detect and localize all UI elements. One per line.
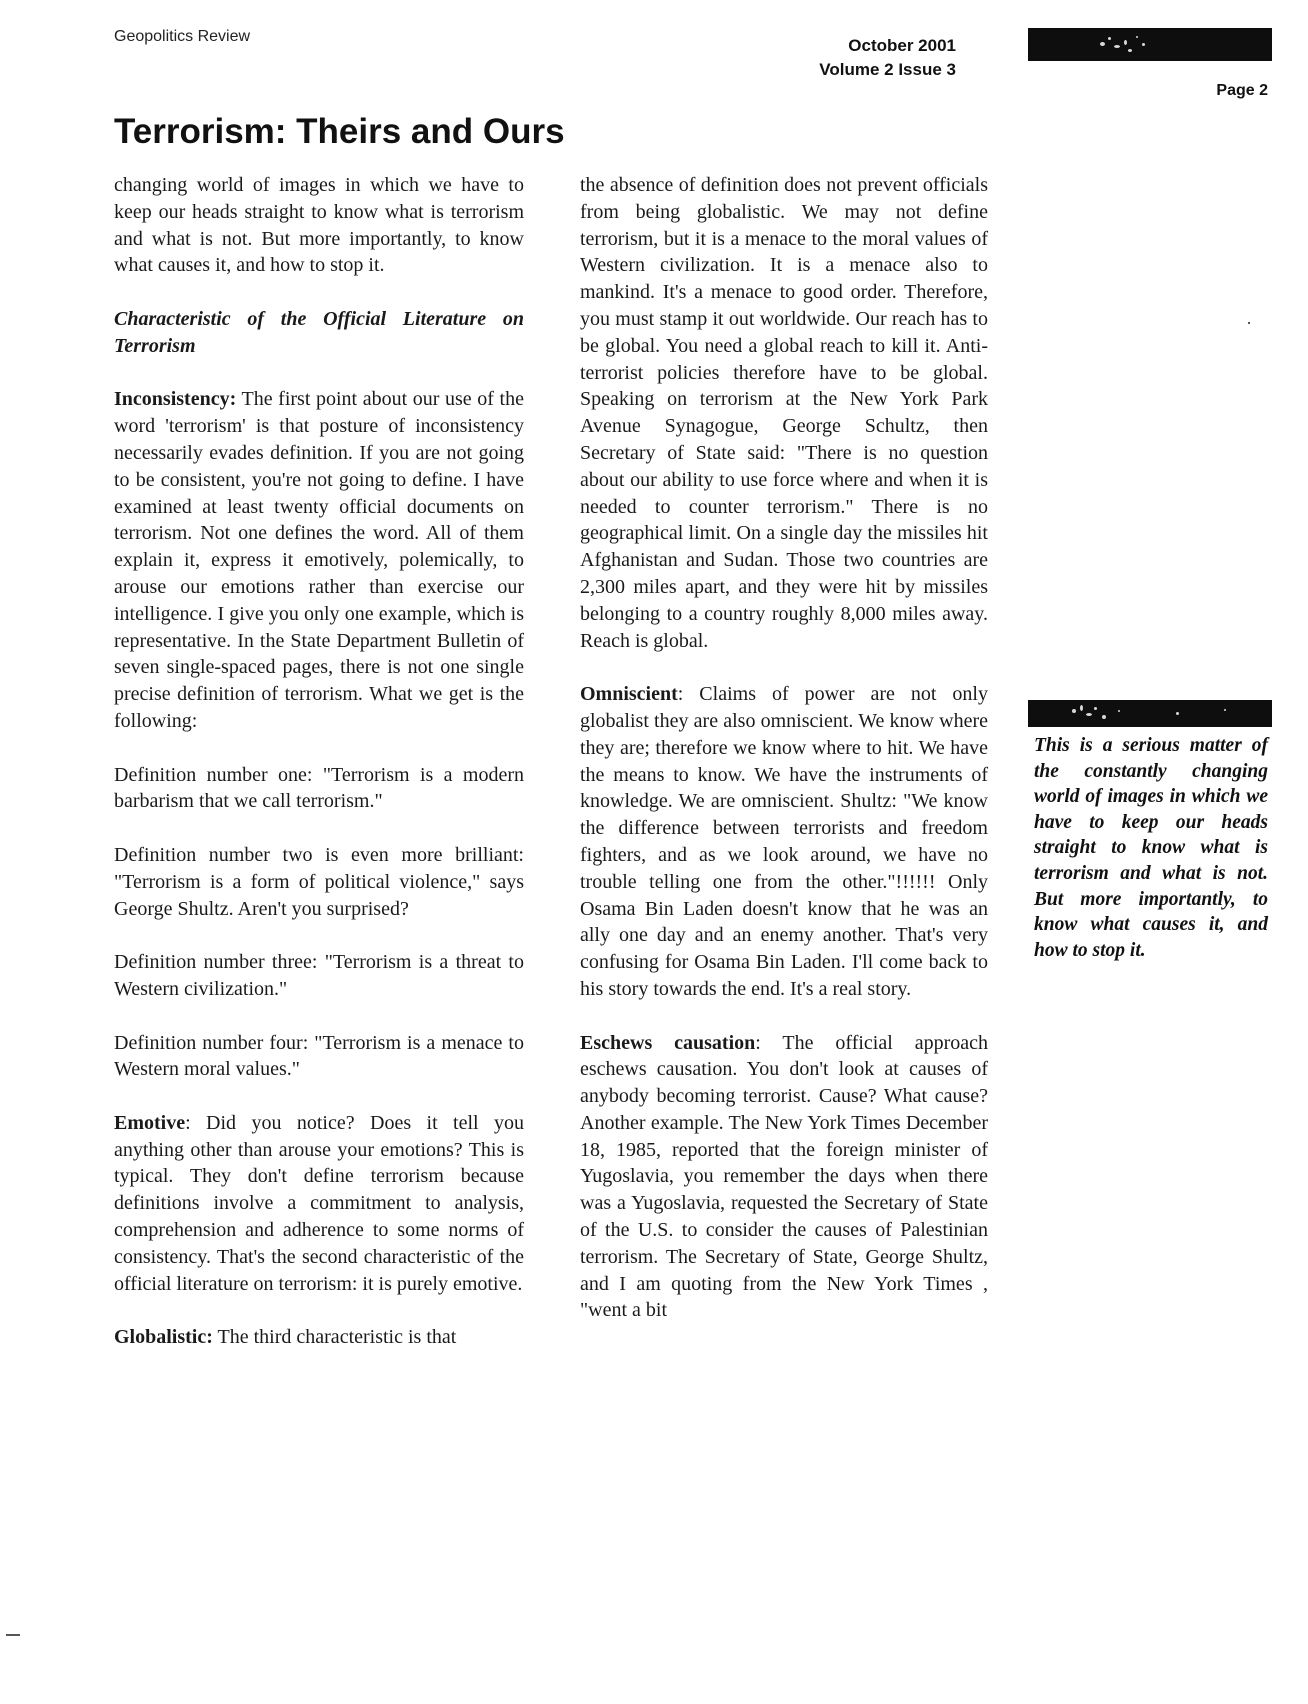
article-column-right [580,172,988,1351]
scan-mark [6,1634,20,1636]
intro-paragraph: changing world of images in which we have to keep our heads straight to know what is terrorism and what is not. But more importantly, to know what causes it, and how to stop it. [114,174,524,277]
scan-mark [1248,322,1250,324]
issue-info [780,34,956,82]
inconsistency-paragraph [114,386,524,734]
globalistic-continued-paragraph: the absence of definition does not prevent officials from being globalistic. We may not define terrorism, but it is a menace to the moral values of Western civilization. It is a menace also to mankind. It's a menace to good order. Therefore, you must stamp it out worldwide. Our reach has to be global. You need a global reach to kill it. Anti-terrorist policies therefore have to be global. Speaking on terrorism at the New York Park Avenue Synagogue, George Schultz, then Secretary of State said: "There is no question about our ability to use force where and when it is needed to counter terrorism." There is no geographical limit. On a single day the missiles hit Afghanistan and Sudan. Those two countries are 2,300 miles apart, and they were hit by missiles belonging to a country roughly 8,000 miles away. Reach is global. [580,174,988,652]
article-title: Terrorism: Theirs and Ours [114,112,565,151]
definition-four-paragraph: Definition number four: "Terrorism is a menace to Western moral values." [114,1031,524,1081]
eschews-causation-paragraph [580,1030,988,1325]
issue-date: October 2001 [848,36,956,55]
inconsistency-text: The first point about our use of the word 'terrorism' is that posture of inconsistency necessarily evades definition. If you are not going to be consistent, you're not going to define. I have examined at least twenty official documents on terrorism. Not one defines the word. All of them explain it, express it emotively, polemically, to arouse our emotions rather than exercise our intelligence. I give you only one example, which is representative. In the State Department Bulletin of seven single-spaced pages, there is not one single precise definition of terrorism. What we get is the following: [114,388,524,732]
eschews-causation-label: Eschews causation [580,1031,756,1054]
eschews-causation-text: : The official approach eschews causation. You don't look at causes of anybody becoming terrorist. Cause? What cause? Another example. The New York Times December 18, 1985, reported that the foreign minister of Yugoslavia, you remember the days when there was a Yugoslavia, requested the Secretary of State of the U.S. to consider the causes of Palestinian terrorism. The Secretary of State, George Shultz, and I am quoting from the New York Times , "went a bit [580,1031,988,1322]
omniscient-text: : Claims of power are not only globalist they are also omniscient. We know where they are; therefore we know where to hit. We have the means to know. We have the instruments of knowledge. We are omniscient. Shultz: "We know the difference between terrorists and freedom fighters, and as we look around, we have no trouble telling one from the other."!!!!!! Only Osama Bin Laden doesn't know that he was an ally one day and an enemy another. That's very confusing for Osama Bin Laden. I'll come back to his story towards the end. It's a real story. [580,683,988,1000]
omniscient-paragraph [580,681,988,1003]
definition-one-paragraph: Definition number one: "Terrorism is a modern barbarism that we call terrorism." [114,763,524,813]
emotive-paragraph [114,1110,524,1298]
issue-volume: Volume 2 Issue 3 [819,60,956,79]
sidebar-decorative-bar [1028,700,1272,727]
page-number: Page 2 [1216,82,1268,99]
definition-three-paragraph: Definition number three: "Terrorism is a threat to Western civilization." [114,951,524,1000]
inconsistency-label: Inconsistency: [114,388,237,411]
omniscient-label: Omniscient [580,683,678,706]
emotive-label: Emotive [114,1111,186,1134]
emotive-text: : Did you notice? Does it tell you anything other than arouse your emotions? This is typical. They don't define terrorism because definitions involve a commitment to analysis, comprehension and adherence to some norms of consistency. That's the second characteristic of the official literature on terrorism: it is purely emotive. [114,1111,524,1295]
section-subheading: Characteristic of the Official Literature on Terrorism [114,307,524,357]
globalistic-paragraph [114,1324,524,1351]
globalistic-label: Globalistic: [114,1326,213,1349]
article-column-left [114,172,524,1378]
definition-two-paragraph: Definition number two is even more brilliant: "Terrorism is a form of political violence," says George Shultz. Aren't you surprised? [114,843,524,920]
publication-name: Geopolitics Review [114,28,251,45]
globalistic-text: The third characteristic is that [212,1326,457,1349]
sidebar-pull-quote: This is a serious matter of the constantly changing world of images in which we have to keep our heads straight to know what is terrorism and what is not. But more importantly, to know what causes it, and how to stop it. [1034,735,1268,961]
header-decorative-bar [1028,28,1272,61]
